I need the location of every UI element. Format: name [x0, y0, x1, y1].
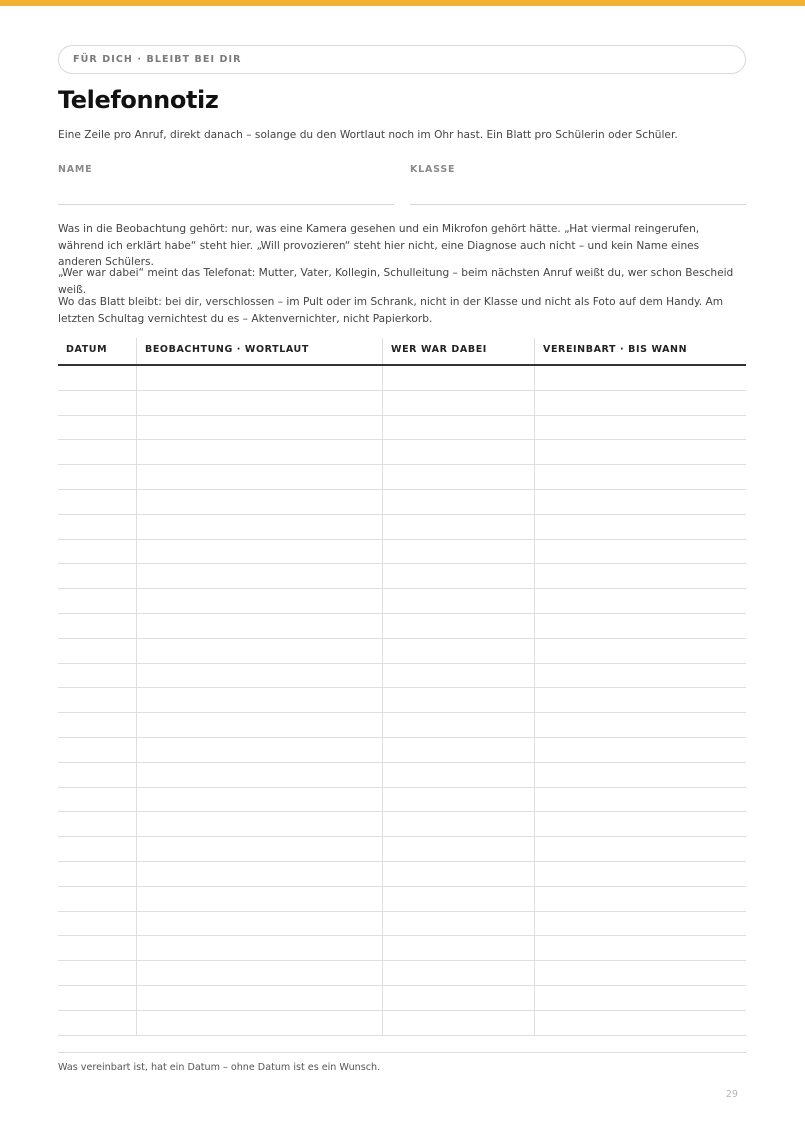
agreed-cell[interactable]	[534, 416, 746, 440]
date-cell[interactable]	[58, 862, 136, 886]
date-cell[interactable]	[58, 490, 136, 514]
table-row	[58, 887, 746, 912]
present-cell[interactable]	[382, 788, 534, 812]
storage-instructions: Wo das Blatt bleibt: bei dir, verschlossen – im Pult oder im Schrank, nicht in der Klasse und nicht als Foto auf dem Handy. Am letzten Schultag vernichtest du es – Aktenvernichter, nicht Papierkorb.	[58, 296, 724, 325]
table-row	[58, 366, 746, 391]
class-field-line[interactable]	[410, 204, 746, 205]
agreed-cell[interactable]	[534, 440, 746, 464]
table-row	[58, 515, 746, 540]
present-cell[interactable]	[382, 986, 534, 1010]
present-cell[interactable]	[382, 564, 534, 588]
date-cell[interactable]	[58, 614, 136, 638]
present-cell[interactable]	[382, 391, 534, 415]
date-cell[interactable]	[58, 589, 136, 613]
observation-cell[interactable]	[136, 738, 382, 762]
present-cell[interactable]	[382, 912, 534, 936]
present-cell[interactable]	[382, 540, 534, 564]
observation-cell[interactable]	[136, 713, 382, 737]
table-row	[58, 465, 746, 490]
date-cell[interactable]	[58, 961, 136, 985]
observation-cell[interactable]	[136, 664, 382, 688]
category-tag: FÜR DICH · BLEIBT BEI DIR	[58, 45, 746, 74]
observation-cell[interactable]	[136, 788, 382, 812]
observation-cell[interactable]	[136, 614, 382, 638]
date-cell[interactable]	[58, 812, 136, 836]
present-cell[interactable]	[382, 763, 534, 787]
footer-divider	[58, 1052, 746, 1053]
observation-cell[interactable]	[136, 515, 382, 539]
column-header-date: DATUM	[66, 344, 108, 355]
observation-cell[interactable]	[136, 961, 382, 985]
present-cell[interactable]	[382, 639, 534, 663]
agreed-cell[interactable]	[534, 936, 746, 960]
present-cell[interactable]	[382, 664, 534, 688]
agreed-cell[interactable]	[534, 862, 746, 886]
present-cell[interactable]	[382, 887, 534, 911]
name-field-label: NAME	[58, 164, 93, 175]
table-row	[58, 540, 746, 565]
table-row	[58, 837, 746, 862]
column-header-present: WER WAR DABEI	[382, 338, 534, 364]
date-cell[interactable]	[58, 738, 136, 762]
agreed-cell[interactable]	[534, 961, 746, 985]
agreed-cell[interactable]	[534, 837, 746, 861]
present-cell[interactable]	[382, 416, 534, 440]
observation-cell[interactable]	[136, 416, 382, 440]
table-row	[58, 688, 746, 713]
date-cell[interactable]	[58, 391, 136, 415]
table-row	[58, 664, 746, 689]
observation-cell[interactable]	[136, 639, 382, 663]
agreed-cell[interactable]	[534, 887, 746, 911]
observation-cell[interactable]	[136, 490, 382, 514]
table-row	[58, 1011, 746, 1036]
observation-cell[interactable]	[136, 936, 382, 960]
accent-top-bar	[0, 0, 805, 6]
agreed-cell[interactable]	[534, 912, 746, 936]
present-cell[interactable]	[382, 614, 534, 638]
table-row	[58, 912, 746, 937]
table-row	[58, 639, 746, 664]
page-title: Telefonnotiz	[58, 86, 219, 114]
observation-cell[interactable]	[136, 440, 382, 464]
observation-cell[interactable]	[136, 862, 382, 886]
name-field-line[interactable]	[58, 204, 394, 205]
date-cell[interactable]	[58, 639, 136, 663]
date-cell[interactable]	[58, 713, 136, 737]
table-row	[58, 391, 746, 416]
present-cell[interactable]	[382, 366, 534, 390]
present-cell[interactable]	[382, 936, 534, 960]
table-row	[58, 788, 746, 813]
observation-cell[interactable]	[136, 887, 382, 911]
date-cell[interactable]	[58, 416, 136, 440]
date-cell[interactable]	[58, 837, 136, 861]
observation-cell[interactable]	[136, 812, 382, 836]
date-cell[interactable]	[58, 912, 136, 936]
observation-cell[interactable]	[136, 366, 382, 390]
table-row	[58, 416, 746, 441]
date-cell[interactable]	[58, 1011, 136, 1035]
observation-cell[interactable]	[136, 837, 382, 861]
agreed-cell[interactable]	[534, 589, 746, 613]
date-cell[interactable]	[58, 887, 136, 911]
table-body	[58, 366, 746, 1036]
table-row	[58, 564, 746, 589]
present-cell[interactable]	[382, 1011, 534, 1035]
date-cell[interactable]	[58, 788, 136, 812]
table-row	[58, 961, 746, 986]
present-cell[interactable]	[382, 961, 534, 985]
date-cell[interactable]	[58, 664, 136, 688]
observation-cell[interactable]	[136, 986, 382, 1010]
agreed-cell[interactable]	[534, 391, 746, 415]
agreed-cell[interactable]	[534, 540, 746, 564]
table-row	[58, 986, 746, 1011]
observation-cell[interactable]	[136, 912, 382, 936]
date-cell[interactable]	[58, 986, 136, 1010]
table-row	[58, 936, 746, 961]
agreed-cell[interactable]	[534, 366, 746, 390]
page-subtitle: Eine Zeile pro Anruf, direkt danach – solange du den Wortlaut noch im Ohr hast. Ein Blatt pro Schülerin oder Schüler.	[58, 129, 678, 141]
agreed-cell[interactable]	[534, 713, 746, 737]
table-row	[58, 614, 746, 639]
agreed-cell[interactable]	[534, 465, 746, 489]
agreed-cell[interactable]	[534, 738, 746, 762]
agreed-cell[interactable]	[534, 812, 746, 836]
observation-instructions: Was in die Beobachtung gehört: nur, was eine Kamera gesehen und ein Mikrofon gehört hätte. „Hat viermal reingerufen, während ich erklärt habe“ steht hier. „Will provozieren“ steht hier nicht, eine Diagnose auch nicht – und kein Name eines anderen Schülers.	[58, 223, 700, 268]
table-row	[58, 738, 746, 763]
observation-cell[interactable]	[136, 688, 382, 712]
present-cell[interactable]	[382, 688, 534, 712]
present-instructions: „Wer war dabei“ meint das Telefonat: Mutter, Vater, Kollegin, Schulleitung – beim nächsten Anruf weißt du, wer schon Bescheid weiß.	[58, 267, 734, 296]
date-cell[interactable]	[58, 540, 136, 564]
observation-cell[interactable]	[136, 540, 382, 564]
agreed-cell[interactable]	[534, 1011, 746, 1035]
present-cell[interactable]	[382, 862, 534, 886]
footer-note: Was vereinbart ist, hat ein Datum – ohne Datum ist es ein Wunsch.	[58, 1062, 381, 1073]
table-header	[58, 338, 746, 366]
table-row	[58, 862, 746, 887]
agreed-cell[interactable]	[534, 986, 746, 1010]
class-field-label: KLASSE	[410, 164, 456, 175]
agreed-cell[interactable]	[534, 788, 746, 812]
agreed-cell[interactable]	[534, 490, 746, 514]
date-cell[interactable]	[58, 688, 136, 712]
present-cell[interactable]	[382, 738, 534, 762]
observation-cell[interactable]	[136, 564, 382, 588]
date-cell[interactable]	[58, 763, 136, 787]
observation-cell[interactable]	[136, 589, 382, 613]
present-cell[interactable]	[382, 440, 534, 464]
agreed-cell[interactable]	[534, 639, 746, 663]
table-row	[58, 763, 746, 788]
observation-cell[interactable]	[136, 391, 382, 415]
observation-cell[interactable]	[136, 763, 382, 787]
table-row	[58, 589, 746, 614]
observation-cell[interactable]	[136, 465, 382, 489]
date-cell[interactable]	[58, 936, 136, 960]
present-cell[interactable]	[382, 490, 534, 514]
date-cell[interactable]	[58, 465, 136, 489]
agreed-cell[interactable]	[534, 664, 746, 688]
present-cell[interactable]	[382, 812, 534, 836]
agreed-cell[interactable]	[534, 763, 746, 787]
present-cell[interactable]	[382, 515, 534, 539]
date-cell[interactable]	[58, 564, 136, 588]
date-cell[interactable]	[58, 366, 136, 390]
table-row	[58, 812, 746, 837]
observation-cell[interactable]	[136, 1011, 382, 1035]
agreed-cell[interactable]	[534, 688, 746, 712]
table-row	[58, 440, 746, 465]
table-row	[58, 490, 746, 515]
date-cell[interactable]	[58, 440, 136, 464]
date-cell[interactable]	[58, 515, 136, 539]
present-cell[interactable]	[382, 589, 534, 613]
table-row	[58, 713, 746, 738]
page-number: 29	[725, 1089, 738, 1100]
present-cell[interactable]	[382, 465, 534, 489]
agreed-cell[interactable]	[534, 614, 746, 638]
agreed-cell[interactable]	[534, 515, 746, 539]
column-header-observation: BEOBACHTUNG · WORTLAUT	[136, 338, 382, 364]
column-header-agreed: VEREINBART · BIS WANN	[534, 338, 746, 364]
present-cell[interactable]	[382, 713, 534, 737]
agreed-cell[interactable]	[534, 564, 746, 588]
present-cell[interactable]	[382, 837, 534, 861]
